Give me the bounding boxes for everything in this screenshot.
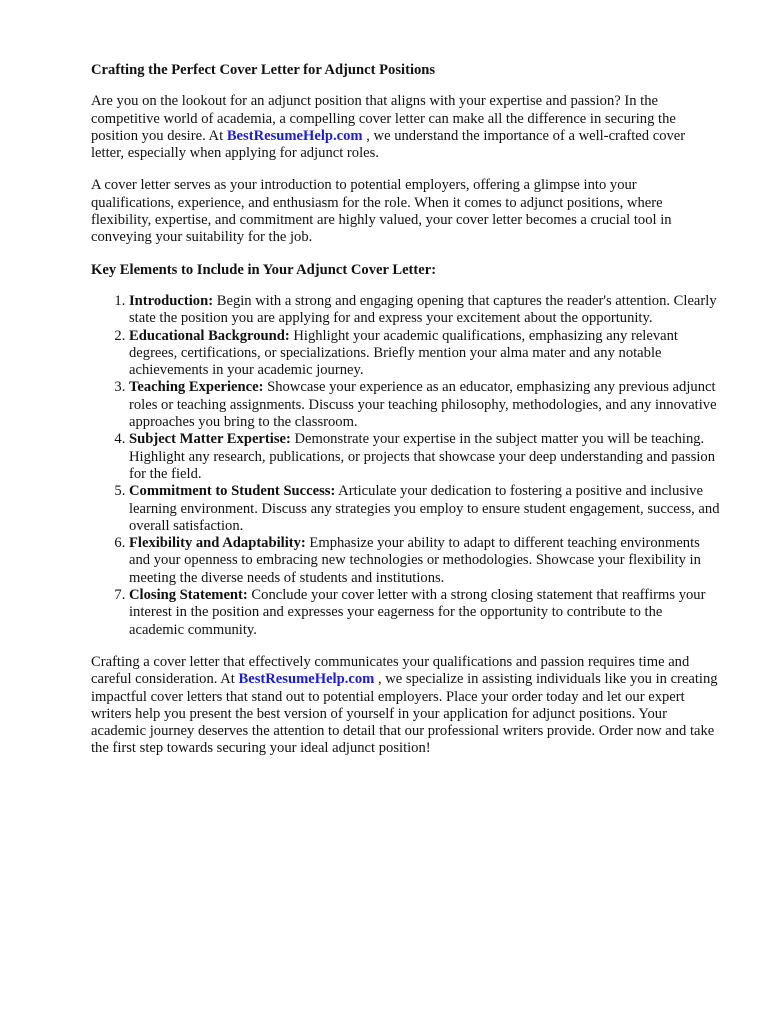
bestresumehelp-link[interactable]: BestResumeHelp.com xyxy=(226,127,363,144)
intro-paragraph xyxy=(91,93,721,162)
list-item-term: Educational Background: xyxy=(129,327,290,344)
document-title: Crafting the Perfect Cover Letter for Adjunct Positions xyxy=(91,62,436,78)
list-item-text: Showcase your experience as an educator, emphasizing any previous adjunct roles or teaching assignments. Discuss your teaching philosophy, methodologies, and any innovative approaches you bring to the classroom. xyxy=(129,379,717,431)
list-item xyxy=(129,431,721,483)
list-item-text: Articulate your dedication to fostering a positive and inclusive learning environment. Discuss any strategies you employ to ensure student engagement, success, and overall satisfaction. xyxy=(129,483,720,534)
list-item xyxy=(129,328,721,380)
closing-text-before-link: Crafting a cover letter that effectively communicates your qualifications and passion requires time and careful consideration. At xyxy=(91,653,690,688)
document-page xyxy=(91,62,721,773)
list-item-text: Begin with a strong and engaging opening that captures the reader's attention. Clearly state the position you are applying for and express your excitement about the opportunity. xyxy=(129,292,717,327)
list-item xyxy=(129,483,721,535)
list-item-term: Commitment to Student Success: xyxy=(129,483,336,500)
list-item xyxy=(129,293,721,328)
paragraph-2: A cover letter serves as your introduction to potential employers, offering a glimpse into your qualifications, experience, and enthusiasm for the role. When it comes to adjunct positions, where flexibility, expertise, and commitment are highly valued, your cover letter becomes a crucial tool in conveying your suitability for the job. xyxy=(91,177,672,246)
list-item xyxy=(129,587,721,639)
list-item xyxy=(129,535,721,587)
list-item-text: Highlight your academic qualifications, emphasizing any relevant degrees, certifications, or specializations. Briefly mention your alma mater and any notable achievements in your academic journey. xyxy=(129,327,678,379)
list-item-term: Teaching Experience: xyxy=(129,379,264,396)
intro-text-before-link: Are you on the lookout for an adjunct position that aligns with your expertise and passion? In the competitive world of academia, a compelling cover letter can make all the difference in securing the position you desire. At xyxy=(91,93,676,144)
list-item-term: Flexibility and Adaptability: xyxy=(129,535,306,552)
list-item-text: Emphasize your ability to adapt to different teaching environments and your openness to embracing new technologies or methodologies. Showcase your flexibility in meeting the diverse needs of students and institutions. xyxy=(129,535,701,586)
list-item xyxy=(129,379,721,431)
intro-text-after-link: , we understand the importance of a well-crafted cover letter, especially when applying for adjunct roles. xyxy=(91,127,686,162)
closing-text-after-link: , we specialize in assisting individuals like you in creating impactful cover letters that stand out to potential employers. Place your order today and let our expert writers help you present the best version of yourself in your application for adjunct positions. Your academic journey deserves the attention to detail that our professional writers provide. Order now and take the first step towards securing your ideal adjunct position! xyxy=(91,671,718,757)
list-item-text: Conclude your cover letter with a strong closing statement that reaffirms your interest in the position and expresses your eagerness for the opportunity to contribute to the academic community. xyxy=(129,587,706,638)
list-item-term: Introduction: xyxy=(129,292,214,309)
list-item-term: Closing Statement: xyxy=(129,587,248,604)
key-elements-heading: Key Elements to Include in Your Adjunct Cover Letter: xyxy=(91,261,437,278)
bestresumehelp-link[interactable]: BestResumeHelp.com xyxy=(238,671,375,688)
list-item-term: Subject Matter Expertise: xyxy=(129,431,291,448)
key-elements-list xyxy=(91,293,721,639)
list-item-text: Demonstrate your expertise in the subject matter you will be teaching. Highlight any research, publications, or projects that showcase your deep understanding and passion for the field. xyxy=(129,431,716,482)
closing-paragraph xyxy=(91,654,721,758)
